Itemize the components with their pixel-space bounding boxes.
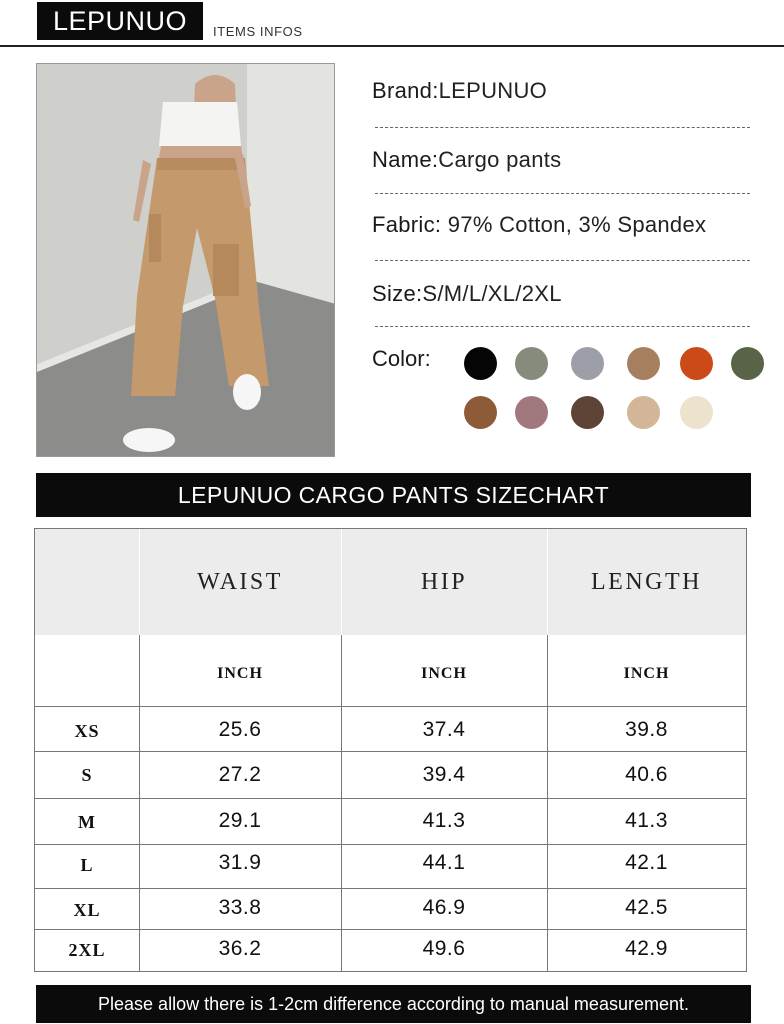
cell-hip: 41.3: [422, 809, 466, 832]
section-label: ITEMS INFOS: [213, 24, 303, 39]
header-divider: [0, 45, 784, 47]
cell-waist: 27.2: [218, 763, 262, 786]
row-label-m: M: [78, 812, 96, 832]
measurement-note: Please allow there is 1-2cm difference according to manual measurement.: [36, 985, 751, 1023]
column-divider: [341, 635, 342, 971]
spec-name-value: Cargo pants: [438, 147, 562, 172]
row-divider: [35, 706, 746, 707]
unit-label-length: INCH: [623, 665, 670, 682]
cell-waist: 33.8: [218, 896, 262, 919]
spec-size: [372, 281, 562, 307]
cell-length: 40.6: [625, 763, 668, 786]
cell-hip: 46.9: [422, 896, 466, 919]
spec-divider: [375, 326, 750, 327]
color-swatch-coffee[interactable]: [571, 396, 604, 429]
cell-length: 42.1: [625, 851, 668, 874]
cell-length: 41.3: [625, 809, 668, 832]
spec-size-label: Size:: [372, 281, 423, 306]
row-divider: [35, 798, 746, 799]
size-chart-table: [34, 528, 747, 972]
row-label-xs: XS: [74, 721, 100, 741]
spec-brand-label: Brand:: [372, 78, 439, 103]
color-swatch-cream[interactable]: [680, 396, 713, 429]
sizechart-banner: LEPUNUO CARGO PANTS SIZECHART: [36, 473, 751, 517]
column-divider: [139, 635, 140, 971]
column-divider: [139, 529, 140, 635]
row-label-l: L: [80, 855, 94, 875]
spec-fabric: [372, 212, 706, 238]
spec-size-value: S/M/L/XL/2XL: [422, 281, 562, 306]
row-label-xl: XL: [73, 900, 101, 920]
color-swatch-mauve[interactable]: [515, 396, 548, 429]
spec-divider: [375, 127, 750, 128]
unit-label-waist: INCH: [217, 665, 263, 682]
row-divider: [35, 929, 746, 930]
column-header-length: LENGTH: [591, 569, 702, 595]
column-header-waist: WAIST: [197, 569, 283, 595]
spec-brand-value: LEPUNUO: [438, 78, 548, 103]
color-swatch-tan[interactable]: [627, 347, 660, 380]
spec-divider: [375, 193, 750, 194]
column-divider: [547, 635, 548, 971]
color-swatch-orange[interactable]: [680, 347, 713, 380]
spec-name: [372, 147, 561, 173]
cell-length: 42.5: [625, 896, 668, 919]
cell-waist: 31.9: [218, 851, 262, 874]
color-label: Color:: [372, 346, 431, 371]
unit-label-hip: INCH: [421, 665, 467, 682]
spec-brand: [372, 78, 547, 104]
spec-fabric-label: Fabric:: [372, 212, 442, 237]
brand-logo: LEPUNUO: [37, 2, 203, 40]
color-swatch-black[interactable]: [464, 347, 497, 380]
cell-waist: 36.2: [218, 937, 262, 960]
cell-hip: 39.4: [422, 763, 466, 786]
column-divider: [547, 529, 548, 635]
spec-fabric-value: 97% Cotton, 3% Spandex: [441, 212, 707, 237]
color-swatch-khaki[interactable]: [627, 396, 660, 429]
cell-hip: 49.6: [422, 937, 466, 960]
row-divider: [35, 844, 746, 845]
color-swatch-grey[interactable]: [571, 347, 604, 380]
cell-waist: 25.6: [218, 718, 262, 741]
color-swatch-sage[interactable]: [515, 347, 548, 380]
spec-name-label: Name:: [372, 147, 439, 172]
spec-divider: [375, 260, 750, 261]
product-photo: [36, 63, 335, 457]
cell-length: 42.9: [625, 937, 668, 960]
row-label-2xl: 2XL: [68, 940, 106, 960]
cell-length: 39.8: [625, 718, 668, 741]
cell-hip: 44.1: [422, 851, 466, 874]
row-divider: [35, 888, 746, 889]
cell-waist: 29.1: [218, 809, 262, 832]
column-divider: [341, 529, 342, 635]
row-divider: [35, 751, 746, 752]
color-swatch-brown[interactable]: [464, 396, 497, 429]
cell-hip: 37.4: [422, 718, 466, 741]
column-header-hip: HIP: [420, 569, 468, 595]
row-label-s: S: [81, 765, 93, 785]
color-swatch-olive[interactable]: [731, 347, 764, 380]
